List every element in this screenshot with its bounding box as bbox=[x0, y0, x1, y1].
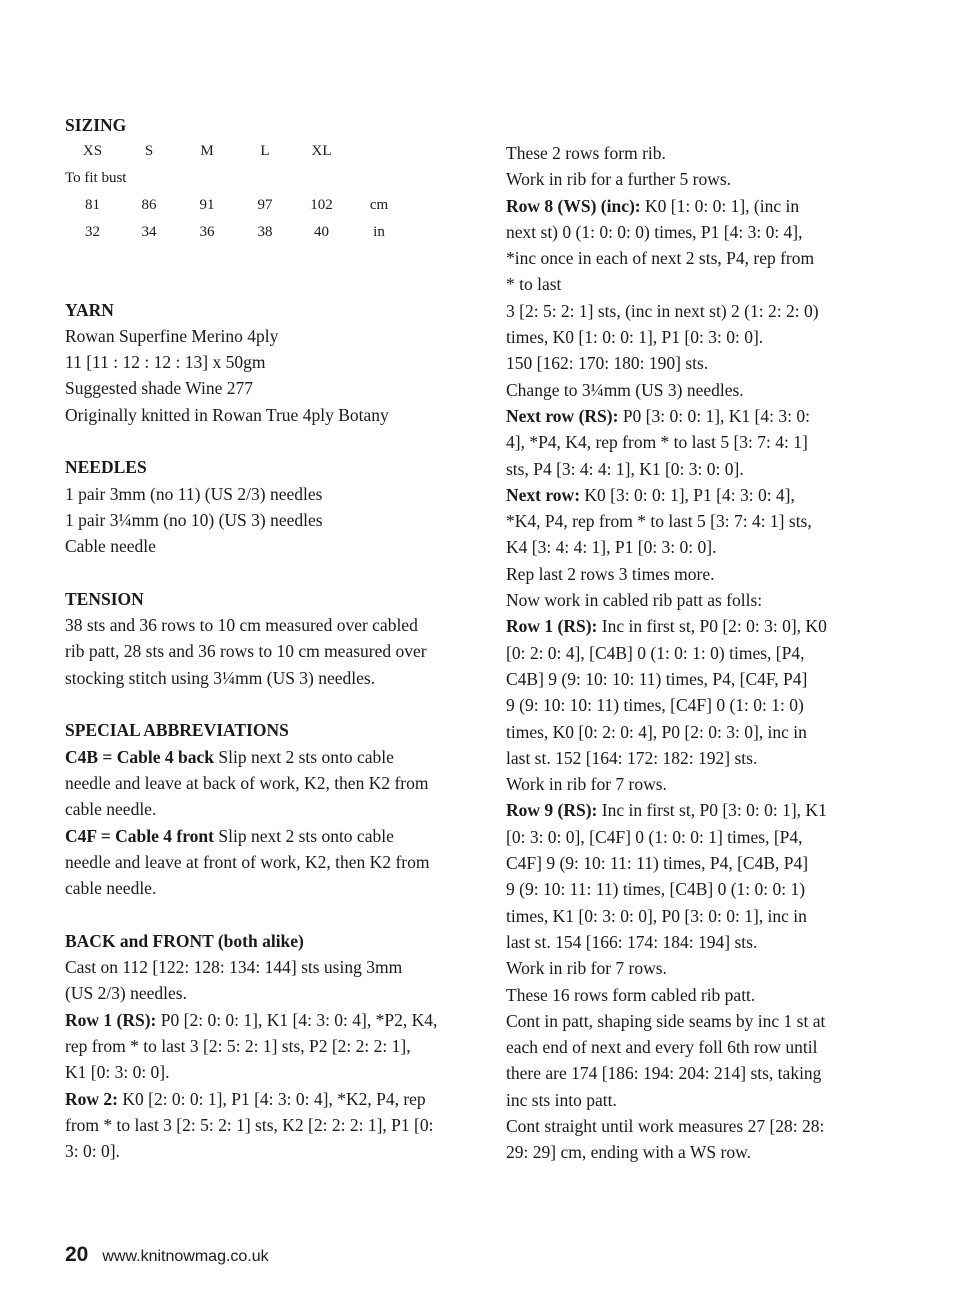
abbrev-c4f-line bbox=[65, 823, 480, 849]
cm-cell: 91 bbox=[199, 197, 215, 214]
back-line: K1 [0: 3: 0: 0]. bbox=[65, 1062, 170, 1083]
pattern-line: 150 [162: 170: 180: 190] sts. bbox=[506, 353, 709, 374]
abbrev-c4b-line bbox=[65, 744, 480, 770]
next-row-line bbox=[506, 482, 926, 508]
pattern-line: Change to 3¼mm (US 3) needles. bbox=[506, 379, 744, 400]
pattern-line: [0: 3: 0: 0], [C4F] 0 (1: 0: 0: 1] times, [P4, bbox=[506, 826, 803, 847]
pattern-line: inc sts into patt. bbox=[506, 1089, 617, 1110]
row-text: K0 [2: 0: 0: 1], P1 [4: 3: 0: 4], *K2, P4, rep bbox=[117, 1088, 426, 1109]
abbreviations-heading: SPECIAL ABBREVIATIONS bbox=[65, 720, 289, 741]
in-row bbox=[65, 219, 409, 246]
cabled-row1-line bbox=[506, 613, 926, 639]
row-term: Row 1 (RS): bbox=[65, 1009, 157, 1030]
pattern-line: sts, P4 [3: 4: 4: 1], K1 [0: 3: 0: 0]. bbox=[506, 458, 744, 479]
row-text: Inc in first st, P0 [2: 0: 3: 0], K0 bbox=[597, 616, 827, 637]
back-front-heading: BACK and FRONT (both alike) bbox=[65, 930, 304, 951]
row-term: Row 2: bbox=[65, 1088, 118, 1109]
pattern-line: Work in rib for 7 rows. bbox=[506, 774, 667, 795]
row-text: K0 [1: 0: 0: 1], (inc in bbox=[640, 195, 800, 216]
needles-line: 1 pair 3mm (no 11) (US 2/3) needles bbox=[65, 483, 323, 504]
back-line: from * to last 3 [2: 5: 2: 1] sts, K2 [2: 2: 2: 1], P1 [0: bbox=[65, 1114, 434, 1135]
back-row2-line bbox=[65, 1086, 480, 1112]
abbrev-line: needle and leave at front of work, K2, then K2 from bbox=[65, 851, 430, 872]
right-column bbox=[506, 140, 926, 1166]
sizing-heading: SIZING bbox=[65, 115, 127, 135]
pattern-line: 9 (9: 10: 10: 11) times, [C4F] 0 (1: 0: 1: 0) bbox=[506, 695, 804, 716]
pattern-line: next st) 0 (1: 0: 0: 0) times, P1 [4: 3: 0: 4], bbox=[506, 221, 803, 242]
tension-line: stocking stitch using 3¼mm (US 3) needles. bbox=[65, 667, 376, 688]
pattern-line: each end of next and every foll 6th row until bbox=[506, 1037, 818, 1058]
cm-cell: 102 bbox=[310, 197, 333, 214]
pattern-line: These 2 rows form rib. bbox=[506, 143, 666, 163]
row-term: Next row (RS): bbox=[506, 405, 619, 426]
row-term: Row 1 (RS): bbox=[506, 616, 598, 637]
pattern-line: Work in rib for 7 rows. bbox=[506, 958, 667, 979]
yarn-line: Suggested shade Wine 277 bbox=[65, 378, 254, 399]
row-term: Next row: bbox=[506, 484, 581, 505]
cm-row bbox=[65, 192, 409, 219]
in-cell: 40 bbox=[314, 224, 329, 241]
pattern-line: times, K0 [0: 2: 0: 4], P0 [2: 0: 3: 0], inc in bbox=[506, 721, 807, 742]
yarn-heading: YARN bbox=[65, 299, 114, 320]
back-line: (US 2/3) needles. bbox=[65, 983, 187, 1004]
back-line: rep from * to last 3 [2: 5: 2: 1] sts, P2 [2: 2: 2: 1], bbox=[65, 1035, 411, 1056]
row-text: K0 [3: 0: 0: 1], P1 [4: 3: 0: 4], bbox=[580, 484, 795, 505]
row-text: P0 [3: 0: 0: 1], K1 [4: 3: 0: bbox=[618, 405, 810, 426]
row-term: Row 8 (WS) (inc): bbox=[506, 195, 641, 216]
cm-cell: 81 bbox=[85, 197, 100, 214]
pattern-line: [0: 2: 0: 4], [C4B] 0 (1: 0: 1: 0) times, [P4, bbox=[506, 642, 805, 663]
abbrev-line: cable needle. bbox=[65, 799, 157, 820]
pattern-line: 4], *P4, K4, rep from * to last 5 [3: 7: 4: 1] bbox=[506, 432, 808, 453]
yarn-line: 11 [11 : 12 : 12 : 13] x 50gm bbox=[65, 352, 266, 373]
yarn-line: Originally knitted in Rowan True 4ply Botany bbox=[65, 404, 389, 425]
bust-table bbox=[65, 192, 409, 246]
tension-line: 38 sts and 36 rows to 10 cm measured over cabled bbox=[65, 615, 418, 636]
tension-line: rib patt, 28 sts and 36 rows to 10 cm measured over bbox=[65, 641, 427, 662]
pattern-line: Work in rib for a further 5 rows. bbox=[506, 169, 732, 190]
pattern-line: times, K1 [0: 3: 0: 0], P0 [3: 0: 0: 1], inc in bbox=[506, 905, 807, 926]
pattern-line: 3 [2: 5: 2: 1] sts, (inc in next st) 2 (1: 2: 2: 0) bbox=[506, 300, 819, 321]
cabled-row9-line bbox=[506, 797, 926, 823]
pattern-line: 9 (9: 10: 11: 11) times, [C4B] 0 (1: 0: 0: 1) bbox=[506, 879, 806, 900]
pattern-line: last st. 152 [164: 172: 182: 192] sts. bbox=[506, 747, 758, 768]
left-column bbox=[65, 112, 480, 1164]
in-cell: 34 bbox=[141, 224, 157, 241]
pattern-line: there are 174 [186: 194: 204: 214] sts, taking bbox=[506, 1063, 822, 1084]
row-text: Inc in first st, P0 [3: 0: 0: 1], K1 bbox=[597, 800, 827, 821]
pattern-line: Now work in cabled rib patt as folls: bbox=[506, 590, 763, 611]
pattern-line: *K4, P4, rep from * to last 5 [3: 7: 4: 1] sts, bbox=[506, 511, 812, 532]
pattern-line: * to last bbox=[506, 274, 562, 295]
row-term: Row 9 (RS): bbox=[506, 800, 598, 821]
abbrev-term: C4F = Cable 4 front bbox=[65, 825, 214, 846]
needles-heading: NEEDLES bbox=[65, 457, 147, 478]
website-url: www.knitnowmag.co.uk bbox=[102, 1248, 269, 1265]
back-line: 3: 0: 0]. bbox=[65, 1141, 120, 1162]
abbrev-text: Slip next 2 sts onto cable bbox=[214, 746, 394, 767]
back-row1-line bbox=[65, 1007, 480, 1033]
pattern-line: K4 [3: 4: 4: 1], P1 [0: 3: 0: 0]. bbox=[506, 537, 717, 558]
size-cell bbox=[349, 138, 409, 165]
pattern-line: 29: 29] cm, ending with a WS row. bbox=[506, 1142, 751, 1163]
page-number: 20 bbox=[65, 1243, 89, 1266]
needles-line: Cable needle bbox=[65, 536, 156, 557]
in-cell: 32 bbox=[85, 224, 100, 241]
pattern-line: times, K0 [1: 0: 0: 1], P1 [0: 3: 0: 0]. bbox=[506, 327, 764, 348]
back-line: Cast on 112 [122: 128: 134: 144] sts using 3mm bbox=[65, 957, 403, 978]
pattern-line: C4F] 9 (9: 10: 11: 11) times, P4, [C4B, P4] bbox=[506, 853, 809, 874]
cm-cell: 97 bbox=[257, 197, 273, 214]
in-cell: 38 bbox=[257, 224, 273, 241]
row-text: P0 [2: 0: 0: 1], K1 [4: 3: 0: 4], *P2, K4, bbox=[156, 1009, 438, 1030]
pattern-line: These 16 rows form cabled rib patt. bbox=[506, 984, 756, 1005]
in-cell: 36 bbox=[199, 224, 215, 241]
cm-cell: 86 bbox=[141, 197, 157, 214]
size-cell: L bbox=[260, 143, 270, 160]
fit-bust-label: To fit bust bbox=[65, 170, 127, 187]
abbrev-text: Slip next 2 sts onto cable bbox=[214, 825, 394, 846]
abbrev-line: cable needle. bbox=[65, 878, 157, 899]
needles-line: 1 pair 3¼mm (no 10) (US 3) needles bbox=[65, 509, 323, 530]
size-cell: XS bbox=[82, 143, 103, 160]
pattern-line: Cont in patt, shaping side seams by inc 1 st at bbox=[506, 1010, 826, 1031]
pattern-line: Rep last 2 rows 3 times more. bbox=[506, 563, 715, 584]
sizing-table bbox=[65, 138, 409, 165]
pattern-line: *inc once in each of next 2 sts, P4, rep from bbox=[506, 248, 815, 269]
cm-cell: cm bbox=[369, 197, 389, 214]
pattern-line: last st. 154 [166: 174: 184: 194] sts. bbox=[506, 931, 758, 952]
page-footer bbox=[65, 1243, 269, 1267]
pattern-line: C4B] 9 (9: 10: 10: 11) times, P4, [C4F, P4] bbox=[506, 668, 808, 689]
in-cell: in bbox=[373, 224, 385, 241]
abbrev-term: C4B = Cable 4 back bbox=[65, 746, 215, 767]
yarn-line: Rowan Superfine Merino 4ply bbox=[65, 325, 279, 346]
size-cell: XL bbox=[311, 143, 332, 160]
tension-heading: TENSION bbox=[65, 588, 144, 609]
row8-line bbox=[506, 193, 926, 219]
size-cell: S bbox=[144, 143, 154, 160]
abbrev-line: needle and leave at back of work, K2, then K2 from bbox=[65, 772, 429, 793]
next-row-rs-line bbox=[506, 403, 926, 429]
pattern-line: Cont straight until work measures 27 [28: 28: bbox=[506, 1115, 825, 1136]
size-cell: M bbox=[200, 143, 214, 160]
sizes-row bbox=[65, 138, 409, 165]
